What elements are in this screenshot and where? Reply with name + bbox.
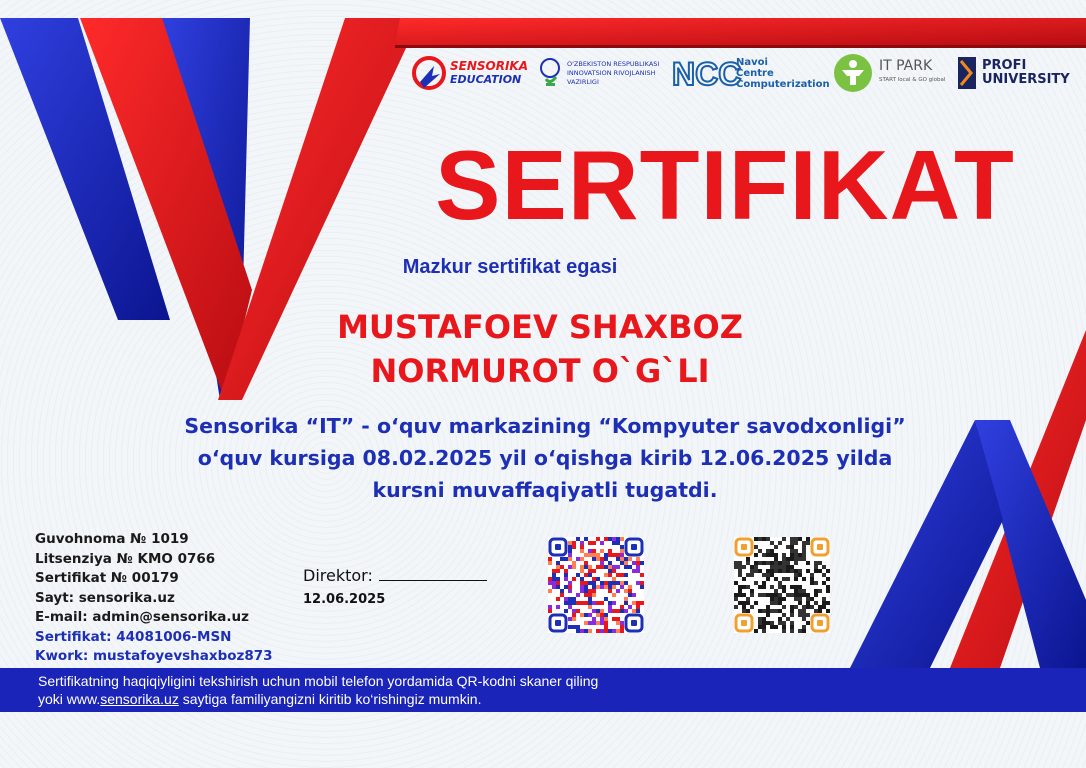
footer-prefix: yoki www.: [38, 691, 101, 707]
profi-line2: UNIVERSITY: [982, 72, 1070, 87]
website-text: Sayt: sensorika.uz: [35, 589, 175, 606]
sensorika-logo-icon: [410, 54, 448, 92]
itpark-logo-icon: [832, 52, 874, 94]
guvohnoma-number: Guvohnoma № 1019: [35, 531, 189, 547]
footer-text: [38, 672, 598, 708]
itpark-logo: [832, 48, 952, 98]
description-line2: o‘quv kursiga 08.02.2025 yil o‘qishga kirib 12.06.2025 yilda: [197, 446, 893, 470]
ministry-logo: [538, 48, 673, 98]
footer-line2: [38, 690, 598, 708]
certificate-number: Sertifikat № 00179: [35, 570, 179, 586]
partner-logos: [410, 48, 1080, 98]
description-line3: kursni muvaffaqiyatli tugatdi.: [372, 478, 718, 502]
certificate-info: [35, 530, 273, 667]
itpark-title: IT PARK: [879, 58, 933, 74]
sensorika-logo: [410, 48, 530, 98]
email-text: E-mail: admin@sensorika.uz: [35, 609, 250, 625]
profi-logo-icon: [956, 55, 978, 91]
top-red-band: [395, 18, 1086, 45]
sensorika-logo-line1: SENSORIKA: [450, 59, 529, 73]
description-line1: Sensorika “IT” - o‘quv markazining “Kompyuter savodxonligi”: [184, 414, 906, 438]
navoi-line1: Navoi: [736, 56, 768, 68]
navoi-logo: [672, 48, 832, 98]
profi-line1: PROFI: [982, 58, 1027, 73]
recipient-name-line1: MUSTAFOEV SHAXBOZ: [337, 308, 743, 346]
footer-website-link[interactable]: sensorika.uz: [100, 691, 179, 707]
recipient-name: [240, 305, 840, 393]
ministry-line3: VAZIRLIGI: [567, 77, 599, 86]
navoi-line3: Computerization: [736, 78, 830, 90]
litsenziya-number: Litsenziya № KMO 0766: [35, 550, 216, 567]
footer-line1: Sertifikatning haqiqiyligini tekshirish uchun mobil telefon yordamida QR-kodni skaner qiling: [38, 673, 599, 689]
ministry-line1: O'ZBEKISTON RESPUBLIKASI: [567, 59, 660, 68]
footer-suffix: saytiga familiyangizni kiritib ko‘rishingiz mumkin.: [178, 691, 482, 707]
qr-code-icon[interactable]: [548, 537, 644, 633]
certificate-id: Sertifikat: 44081006-MSN: [35, 628, 232, 645]
owner-label: Mazkur sertifikat egasi: [402, 256, 618, 278]
director-signature: [303, 566, 487, 585]
recipient-name-line2: NORMUROT O`G`LI: [370, 352, 710, 390]
itpark-subtitle: START local & GO global: [879, 77, 946, 83]
ministry-line2: INNOVATSION RIVOJLANISH: [567, 68, 656, 77]
profi-logo: [956, 48, 1080, 98]
signature-line: [379, 566, 487, 581]
certificate-title: SERTIFIKAT: [435, 130, 1015, 240]
navoi-line2: Centre: [736, 67, 774, 79]
director-label: Direktor:: [303, 566, 373, 585]
lightbulb-icon: [538, 55, 564, 91]
course-description: [80, 410, 1010, 506]
sensorika-logo-line2: EDUCATION: [450, 73, 522, 86]
qr-code-icon[interactable]: [734, 537, 830, 633]
ncc-logo-icon: [672, 55, 742, 92]
issue-date: 12.06.2025: [303, 592, 386, 607]
svg-text:NCC: NCC: [672, 56, 742, 92]
kwork-text: Kwork: mustafoyevshaxboz873: [35, 648, 273, 664]
